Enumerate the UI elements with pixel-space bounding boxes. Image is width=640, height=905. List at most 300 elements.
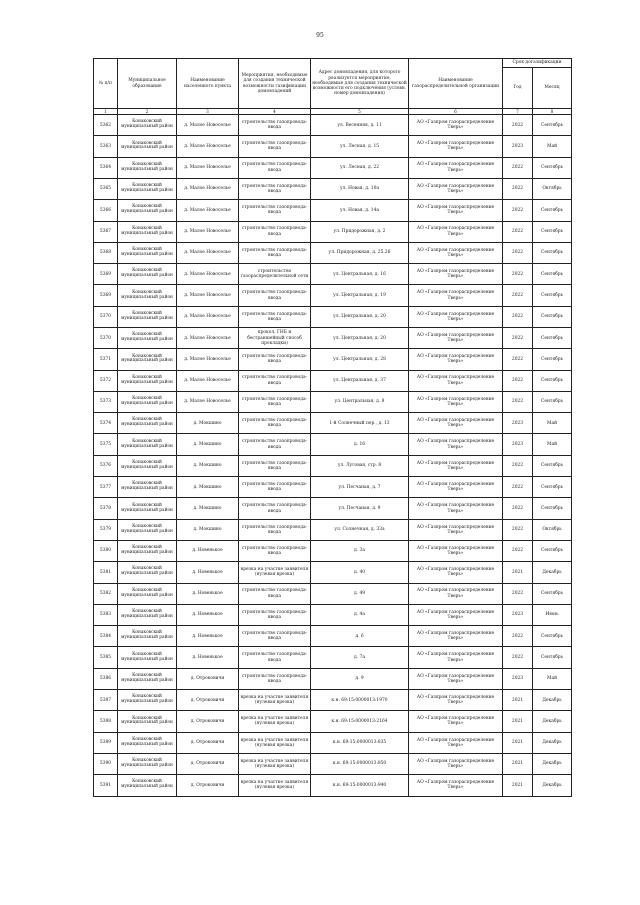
- table-row: [94, 413, 572, 434]
- address-cell: 1-й Солнечный пер., д. 13: [311, 413, 409, 434]
- municipality-cell: Конаковский муниципальный район: [118, 136, 177, 157]
- settlement-cell: д. Отроковичи: [177, 775, 239, 796]
- month-cell: Сентябрь: [533, 583, 572, 604]
- table-row: [94, 370, 572, 391]
- year-cell: 2022: [503, 519, 533, 540]
- month-cell: Сентябрь: [533, 455, 572, 476]
- activity-cell: врезка на участке заявителя (нулевая врезка): [239, 775, 311, 796]
- year-cell: 2022: [503, 540, 533, 561]
- table-row: [94, 540, 572, 561]
- year-cell: 2021: [503, 753, 533, 774]
- organization-cell: АО «Газпром газораспределение Тверь»: [409, 519, 503, 540]
- year-cell: 2022: [503, 328, 533, 349]
- month-cell: Декабрь: [533, 753, 572, 774]
- header-year: Год: [503, 68, 533, 109]
- activity-cell: строительство газопровода-ввода: [239, 434, 311, 455]
- row-number: 5363: [94, 136, 118, 157]
- month-cell: Сентябрь: [533, 626, 572, 647]
- table-row: [94, 775, 572, 796]
- address-cell: ул. Центральная, д. 19: [311, 285, 409, 306]
- organization-cell: АО «Газпром газораспределение Тверь»: [409, 115, 503, 136]
- month-cell: Октябрь: [533, 178, 572, 199]
- municipality-cell: Конаковский муниципальный район: [118, 328, 177, 349]
- month-cell: Декабрь: [533, 711, 572, 732]
- municipality-cell: Конаковский муниципальный район: [118, 711, 177, 732]
- settlement-cell: д. Малое Новоселье: [177, 242, 239, 263]
- settlement-cell: д. Малое Новоселье: [177, 349, 239, 370]
- activity-cell: строительство газопровода-ввода: [239, 306, 311, 327]
- table-row: [94, 391, 572, 412]
- organization-cell: АО «Газпром газораспределение Тверь»: [409, 498, 503, 519]
- settlement-cell: д. Малое Новоселье: [177, 285, 239, 306]
- address-cell: д. 6: [311, 626, 409, 647]
- year-cell: 2022: [503, 242, 533, 263]
- municipality-cell: Конаковский муниципальный район: [118, 349, 177, 370]
- year-cell: 2022: [503, 583, 533, 604]
- year-cell: 2022: [503, 647, 533, 668]
- municipality-cell: Конаковский муниципальный район: [118, 264, 177, 285]
- settlement-cell: д. Мокшино: [177, 498, 239, 519]
- row-number: 5369: [94, 264, 118, 285]
- activity-cell: строительство газопровода-ввода: [239, 285, 311, 306]
- row-number: 5371: [94, 349, 118, 370]
- municipality-cell: Конаковский муниципальный район: [118, 413, 177, 434]
- table-row: [94, 690, 572, 711]
- activity-cell: строительство газопровода-ввода: [239, 242, 311, 263]
- table-row: [94, 753, 572, 774]
- organization-cell: АО «Газпром газораспределение Тверь»: [409, 370, 503, 391]
- table-body: [94, 115, 572, 797]
- header-activities: Мероприятия, необходимые для создания технической возможности газификации домовладений: [239, 59, 311, 109]
- month-cell: Сентябрь: [533, 200, 572, 221]
- table-row: [94, 349, 572, 370]
- row-number: 5380: [94, 540, 118, 561]
- row-number: 5362: [94, 115, 118, 136]
- organization-cell: АО «Газпром газораспределение Тверь»: [409, 200, 503, 221]
- organization-cell: АО «Газпром газораспределение Тверь»: [409, 732, 503, 753]
- header-municipality: Муниципальное образование: [118, 59, 177, 109]
- header-num: № п/п: [94, 59, 118, 109]
- municipality-cell: Конаковский муниципальный район: [118, 477, 177, 498]
- table-row: [94, 626, 572, 647]
- activity-cell: строительство газопровода-ввода: [239, 498, 311, 519]
- municipality-cell: Конаковский муниципальный район: [118, 391, 177, 412]
- activity-cell: врезка на участке заявителя (нулевая врезка): [239, 732, 311, 753]
- year-cell: 2022: [503, 200, 533, 221]
- table-row: [94, 136, 572, 157]
- year-cell: 2021: [503, 711, 533, 732]
- municipality-cell: Конаковский муниципальный район: [118, 626, 177, 647]
- month-cell: Декабрь: [533, 775, 572, 796]
- month-cell: Сентябрь: [533, 647, 572, 668]
- address-cell: ул. Луговая, стр. 8: [311, 455, 409, 476]
- address-cell: ул. Центральная, д. 37: [311, 370, 409, 391]
- address-cell: к.н. 69:15:0000013:835: [311, 732, 409, 753]
- year-cell: 2023: [503, 413, 533, 434]
- year-cell: 2023: [503, 136, 533, 157]
- month-cell: Сентябрь: [533, 157, 572, 178]
- table-row: [94, 583, 572, 604]
- row-number: 5388: [94, 711, 118, 732]
- table-row: [94, 115, 572, 136]
- municipality-cell: Конаковский муниципальный район: [118, 200, 177, 221]
- month-cell: Декабрь: [533, 732, 572, 753]
- row-number: 5391: [94, 775, 118, 796]
- address-cell: д. 16: [311, 434, 409, 455]
- gasification-table: [93, 58, 572, 797]
- settlement-cell: д. Отроковичи: [177, 732, 239, 753]
- activity-cell: врезка на участке заявителя (нулевая врезка): [239, 753, 311, 774]
- header-index: 7: [503, 109, 533, 115]
- municipality-cell: Конаковский муниципальный район: [118, 775, 177, 796]
- activity-cell: строительство газопровода-ввода: [239, 178, 311, 199]
- address-cell: ул. Центральная, д. 20: [311, 328, 409, 349]
- settlement-cell: д. Малое Новоселье: [177, 157, 239, 178]
- organization-cell: АО «Газпром газораспределение Тверь»: [409, 242, 503, 263]
- header-index: 1: [94, 109, 118, 115]
- municipality-cell: Конаковский муниципальный район: [118, 285, 177, 306]
- municipality-cell: Конаковский муниципальный район: [118, 178, 177, 199]
- organization-cell: АО «Газпром газораспределение Тверь»: [409, 540, 503, 561]
- year-cell: 2022: [503, 455, 533, 476]
- row-number: 5379: [94, 519, 118, 540]
- month-cell: Декабрь: [533, 562, 572, 583]
- row-number: 5386: [94, 668, 118, 689]
- month-cell: Май: [533, 668, 572, 689]
- settlement-cell: д. Новенькое: [177, 583, 239, 604]
- row-number: 5383: [94, 604, 118, 625]
- organization-cell: АО «Газпром газораспределение Тверь»: [409, 583, 503, 604]
- settlement-cell: д. Мокшино: [177, 434, 239, 455]
- table-row: [94, 434, 572, 455]
- organization-cell: АО «Газпром газораспределение Тверь»: [409, 455, 503, 476]
- table-row: [94, 178, 572, 199]
- activity-cell: строительство газопровода-ввода: [239, 157, 311, 178]
- organization-cell: АО «Газпром газораспределение Тверь»: [409, 434, 503, 455]
- organization-cell: АО «Газпром газораспределение Тверь»: [409, 711, 503, 732]
- year-cell: 2022: [503, 157, 533, 178]
- settlement-cell: д. Новенькое: [177, 562, 239, 583]
- row-number: 5381: [94, 562, 118, 583]
- activity-cell: строительство газопровода-ввода: [239, 626, 311, 647]
- activity-cell: строительство газопровода-ввода: [239, 115, 311, 136]
- address-cell: ул. Солнечная, д. 33а: [311, 519, 409, 540]
- settlement-cell: д. Малое Новоселье: [177, 200, 239, 221]
- activity-cell: строительство газопровода-ввода: [239, 668, 311, 689]
- row-number: 5368: [94, 242, 118, 263]
- table-row: [94, 498, 572, 519]
- address-cell: д. 4а: [311, 604, 409, 625]
- month-cell: Октябрь: [533, 519, 572, 540]
- organization-cell: АО «Газпром газораспределение Тверь»: [409, 285, 503, 306]
- activity-cell: строительство газопровода-ввода: [239, 349, 311, 370]
- month-cell: Июнь: [533, 604, 572, 625]
- organization-cell: АО «Газпром газораспределение Тверь»: [409, 626, 503, 647]
- municipality-cell: Конаковский муниципальный район: [118, 668, 177, 689]
- year-cell: 2022: [503, 626, 533, 647]
- organization-cell: АО «Газпром газораспределение Тверь»: [409, 306, 503, 327]
- row-number: 5387: [94, 690, 118, 711]
- activity-cell: строительство газопровода-ввода: [239, 370, 311, 391]
- address-cell: к.н. 69:15:0000013:2164: [311, 711, 409, 732]
- table-row: [94, 157, 572, 178]
- row-number: 5382: [94, 583, 118, 604]
- settlement-cell: д. Малое Новоселье: [177, 115, 239, 136]
- table-row: [94, 306, 572, 327]
- year-cell: 2022: [503, 498, 533, 519]
- organization-cell: АО «Газпром газораспределение Тверь»: [409, 349, 503, 370]
- municipality-cell: Конаковский муниципальный район: [118, 647, 177, 668]
- settlement-cell: д. Отроковичи: [177, 690, 239, 711]
- year-cell: 2023: [503, 604, 533, 625]
- table-row: [94, 455, 572, 476]
- table-row: [94, 242, 572, 263]
- organization-cell: АО «Газпром газораспределение Тверь»: [409, 221, 503, 242]
- organization-cell: АО «Газпром газораспределение Тверь»: [409, 775, 503, 796]
- activity-cell: строительство газопровода-ввода: [239, 647, 311, 668]
- table-row: [94, 285, 572, 306]
- table-row: [94, 477, 572, 498]
- header-term: Срок догазификации: [503, 59, 572, 68]
- year-cell: 2023: [503, 434, 533, 455]
- activity-cell: врезка на участке заявителя (нулевая врезка): [239, 562, 311, 583]
- page-number: 95: [316, 32, 324, 39]
- organization-cell: АО «Газпром газораспределение Тверь»: [409, 562, 503, 583]
- month-cell: Май: [533, 434, 572, 455]
- settlement-cell: д. Новенькое: [177, 540, 239, 561]
- activity-cell: врезка на участке заявителя (нулевая врезка): [239, 690, 311, 711]
- settlement-cell: д. Малое Новоселье: [177, 136, 239, 157]
- organization-cell: АО «Газпром газораспределение Тверь»: [409, 328, 503, 349]
- settlement-cell: д. Отроковичи: [177, 668, 239, 689]
- activity-cell: строительство газопровода-ввода: [239, 413, 311, 434]
- address-cell: ул. Центральная, д. 20: [311, 306, 409, 327]
- settlement-cell: д. Мокшино: [177, 477, 239, 498]
- table-row: [94, 732, 572, 753]
- year-cell: 2021: [503, 732, 533, 753]
- table-row: [94, 668, 572, 689]
- activity-cell: врезка на участке заявителя (нулевая врезка): [239, 711, 311, 732]
- municipality-cell: Конаковский муниципальный район: [118, 562, 177, 583]
- settlement-cell: д. Новенькое: [177, 604, 239, 625]
- municipality-cell: Конаковский муниципальный район: [118, 157, 177, 178]
- month-cell: Сентябрь: [533, 540, 572, 561]
- municipality-cell: Конаковский муниципальный район: [118, 115, 177, 136]
- address-cell: д. 9: [311, 668, 409, 689]
- row-number: 5385: [94, 647, 118, 668]
- settlement-cell: д. Мокшино: [177, 519, 239, 540]
- row-number: 5389: [94, 732, 118, 753]
- municipality-cell: Конаковский муниципальный район: [118, 604, 177, 625]
- activity-cell: строительство газораспределительной сети: [239, 264, 311, 285]
- municipality-cell: Конаковский муниципальный район: [118, 306, 177, 327]
- municipality-cell: Конаковский муниципальный район: [118, 690, 177, 711]
- year-cell: 2022: [503, 370, 533, 391]
- row-number: 5369: [94, 285, 118, 306]
- organization-cell: АО «Газпром газораспределение Тверь»: [409, 178, 503, 199]
- month-cell: Сентябрь: [533, 264, 572, 285]
- header-settlement: Наименование населенного пункта: [177, 59, 239, 109]
- settlement-cell: д. Малое Новоселье: [177, 328, 239, 349]
- address-cell: к.н. 69:15:0000013:850: [311, 753, 409, 774]
- municipality-cell: Конаковский муниципальный район: [118, 519, 177, 540]
- month-cell: Сентябрь: [533, 498, 572, 519]
- activity-cell: строительство газопровода-ввода: [239, 136, 311, 157]
- row-number: 5366: [94, 200, 118, 221]
- row-number: 5374: [94, 413, 118, 434]
- address-cell: ул. Придорожная, д. 25.26: [311, 242, 409, 263]
- row-number: 5384: [94, 626, 118, 647]
- settlement-cell: д. Малое Новоселье: [177, 370, 239, 391]
- row-number: 5377: [94, 477, 118, 498]
- header-month: Месяц: [533, 68, 572, 109]
- municipality-cell: Конаковский муниципальный район: [118, 732, 177, 753]
- activity-cell: строительство газопровода-ввода: [239, 391, 311, 412]
- year-cell: 2021: [503, 775, 533, 796]
- municipality-cell: Конаковский муниципальный район: [118, 583, 177, 604]
- table-row: [94, 562, 572, 583]
- organization-cell: АО «Газпром газораспределение Тверь»: [409, 391, 503, 412]
- address-cell: ул. Лесная, д. 15: [311, 136, 409, 157]
- row-number: 5372: [94, 370, 118, 391]
- table-row: [94, 647, 572, 668]
- header-index: 6: [409, 109, 503, 115]
- activity-cell: строительство газопровода-ввода: [239, 200, 311, 221]
- municipality-cell: Конаковский муниципальный район: [118, 455, 177, 476]
- settlement-cell: д. Малое Новоселье: [177, 264, 239, 285]
- month-cell: Сентябрь: [533, 115, 572, 136]
- activity-cell: строительство газопровода-ввода: [239, 604, 311, 625]
- municipality-cell: Конаковский муниципальный район: [118, 498, 177, 519]
- activity-cell: строительство газопровода-ввода: [239, 477, 311, 498]
- address-cell: ул. Весенняя, д. 11: [311, 115, 409, 136]
- activity-cell: прокол, ГНБ и бестраншейный способ прокладки): [239, 328, 311, 349]
- table-row: [94, 221, 572, 242]
- month-cell: Сентябрь: [533, 328, 572, 349]
- year-cell: 2022: [503, 477, 533, 498]
- address-cell: ул. Новая, д. 10а: [311, 178, 409, 199]
- year-cell: 2021: [503, 690, 533, 711]
- year-cell: 2023: [503, 668, 533, 689]
- organization-cell: АО «Газпром газораспределение Тверь»: [409, 477, 503, 498]
- organization-cell: АО «Газпром газораспределение Тверь»: [409, 668, 503, 689]
- activity-cell: строительство газопровода-ввода: [239, 540, 311, 561]
- year-cell: 2022: [503, 178, 533, 199]
- row-number: 5364: [94, 157, 118, 178]
- month-cell: Сентябрь: [533, 221, 572, 242]
- activity-cell: строительство газопровода-ввода: [239, 583, 311, 604]
- row-number: 5373: [94, 391, 118, 412]
- month-cell: Май: [533, 136, 572, 157]
- organization-cell: АО «Газпром газораспределение Тверь»: [409, 647, 503, 668]
- header-index: 4: [239, 109, 311, 115]
- row-number: 5370: [94, 306, 118, 327]
- year-cell: 2022: [503, 285, 533, 306]
- address-cell: ул. Центральная, д. 28: [311, 349, 409, 370]
- organization-cell: АО «Газпром газораспределение Тверь»: [409, 264, 503, 285]
- organization-cell: АО «Газпром газораспределение Тверь»: [409, 690, 503, 711]
- address-cell: ул. Лесная, д. 22: [311, 157, 409, 178]
- year-cell: 2022: [503, 349, 533, 370]
- activity-cell: строительство газопровода-ввода: [239, 519, 311, 540]
- header-index: 5: [311, 109, 409, 115]
- organization-cell: АО «Газпром газораспределение Тверь»: [409, 157, 503, 178]
- address-cell: д. 40: [311, 562, 409, 583]
- table-row: [94, 200, 572, 221]
- settlement-cell: д. Малое Новоселье: [177, 221, 239, 242]
- year-cell: 2021: [503, 562, 533, 583]
- organization-cell: АО «Газпром газораспределение Тверь»: [409, 136, 503, 157]
- month-cell: Сентябрь: [533, 285, 572, 306]
- organization-cell: АО «Газпром газораспределение Тверь»: [409, 604, 503, 625]
- header-index: 8: [533, 109, 572, 115]
- municipality-cell: Конаковский муниципальный район: [118, 242, 177, 263]
- month-cell: Май: [533, 413, 572, 434]
- address-cell: ул. Песчаная, д. 7: [311, 477, 409, 498]
- address-cell: к.н. 69:15:0000013:940: [311, 775, 409, 796]
- address-cell: д. 3а: [311, 540, 409, 561]
- row-number: 5367: [94, 221, 118, 242]
- year-cell: 2022: [503, 221, 533, 242]
- year-cell: 2022: [503, 391, 533, 412]
- settlement-cell: д. Новенькое: [177, 626, 239, 647]
- month-cell: Сентябрь: [533, 306, 572, 327]
- settlement-cell: д. Отроковичи: [177, 753, 239, 774]
- table-row: [94, 328, 572, 349]
- settlement-cell: д. Отроковичи: [177, 711, 239, 732]
- month-cell: Сентябрь: [533, 391, 572, 412]
- year-cell: 2022: [503, 115, 533, 136]
- month-cell: Сентябрь: [533, 370, 572, 391]
- settlement-cell: д. Мокшино: [177, 413, 239, 434]
- address-cell: ул. Центральная, д. 16: [311, 264, 409, 285]
- settlement-cell: д. Малое Новоселье: [177, 306, 239, 327]
- year-cell: 2022: [503, 306, 533, 327]
- address-cell: к.н. 69:15:0000013:1970: [311, 690, 409, 711]
- municipality-cell: Конаковский муниципальный район: [118, 370, 177, 391]
- activity-cell: строительство газопровода-ввода: [239, 221, 311, 242]
- table-row: [94, 519, 572, 540]
- header-index: 2: [118, 109, 177, 115]
- municipality-cell: Конаковский муниципальный район: [118, 753, 177, 774]
- address-cell: ул. Центральная, д. 8: [311, 391, 409, 412]
- row-number: 5375: [94, 434, 118, 455]
- settlement-cell: д. Мокшино: [177, 455, 239, 476]
- address-cell: д. 49: [311, 583, 409, 604]
- table-row: [94, 711, 572, 732]
- address-cell: ул. Новая, д. 14а: [311, 200, 409, 221]
- month-cell: Декабрь: [533, 690, 572, 711]
- month-cell: Сентябрь: [533, 349, 572, 370]
- organization-cell: АО «Газпром газораспределение Тверь»: [409, 753, 503, 774]
- year-cell: 2022: [503, 264, 533, 285]
- row-number: 5378: [94, 498, 118, 519]
- address-cell: д. 7а: [311, 647, 409, 668]
- municipality-cell: Конаковский муниципальный район: [118, 221, 177, 242]
- month-cell: Сентябрь: [533, 477, 572, 498]
- header-index: 3: [177, 109, 239, 115]
- municipality-cell: Конаковский муниципальный район: [118, 434, 177, 455]
- row-number: 5390: [94, 753, 118, 774]
- activity-cell: строительство газопровода-ввода: [239, 455, 311, 476]
- row-number: 5370: [94, 328, 118, 349]
- row-number: 5376: [94, 455, 118, 476]
- table-row: [94, 604, 572, 625]
- header-address: Адрес домовладения, для которого реализуется мероприятие, необходимые для создания технической возможности его подключения (условн. номер домовладения): [311, 59, 409, 109]
- address-cell: ул. Песчаная, д. 9: [311, 498, 409, 519]
- month-cell: Сентябрь: [533, 242, 572, 263]
- organization-cell: АО «Газпром газораспределение Тверь»: [409, 413, 503, 434]
